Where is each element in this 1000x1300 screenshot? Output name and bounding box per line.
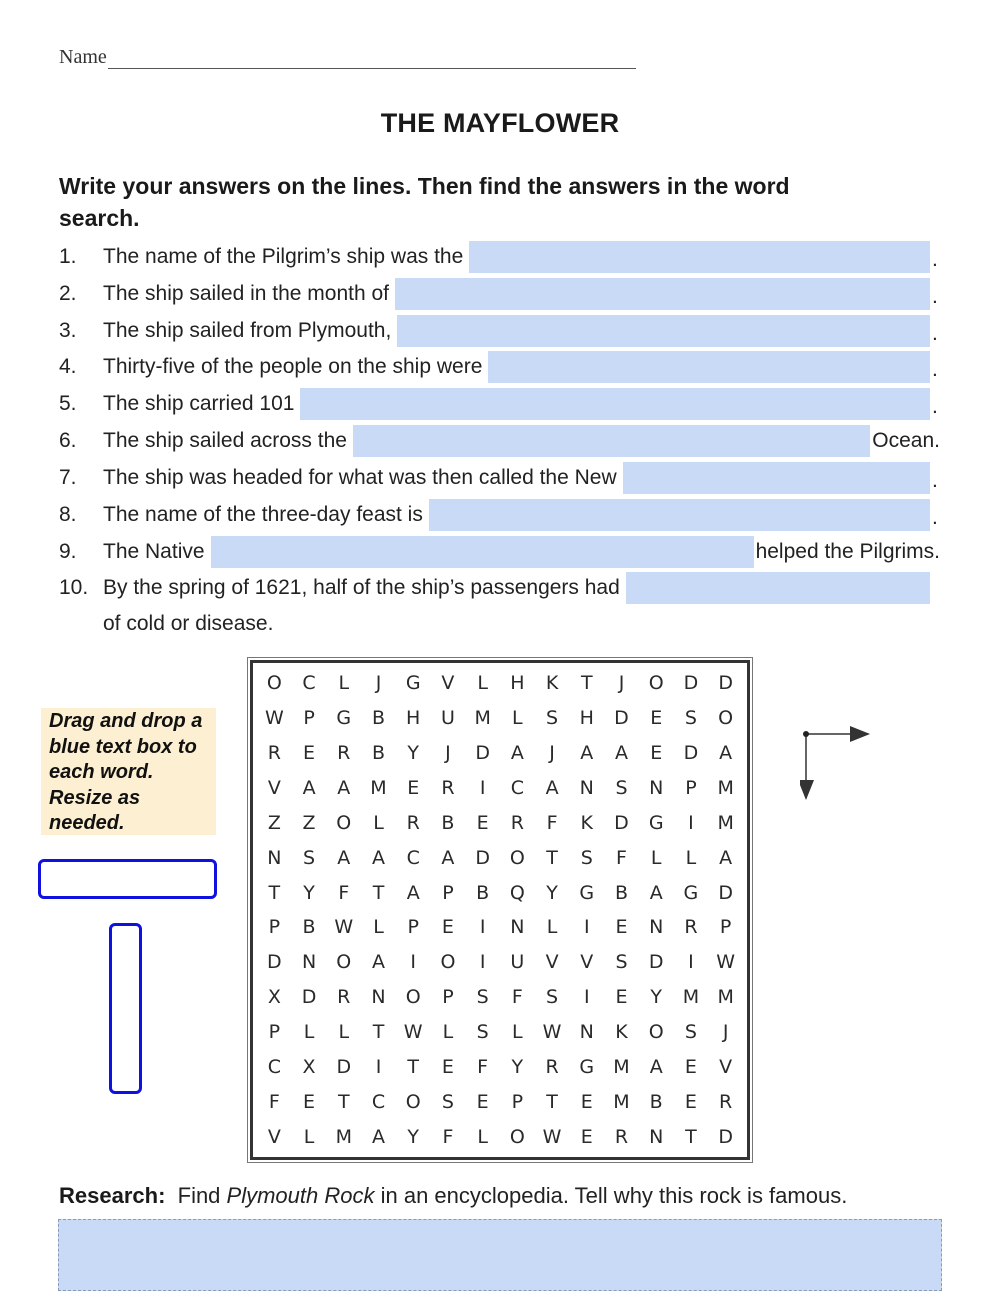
grid-letter: A	[441, 846, 455, 869]
grid-letter: L	[373, 811, 384, 834]
grid-letter: O	[336, 951, 352, 974]
grid-letter: W	[403, 1020, 423, 1043]
grid-letter: M	[717, 776, 734, 799]
grid-letter: U	[510, 951, 525, 974]
question-row	[59, 350, 940, 384]
grid-letter: J	[722, 1020, 729, 1043]
grid-letter: S	[615, 776, 628, 799]
grid-letter: A	[719, 742, 733, 765]
answer-input-2[interactable]	[395, 278, 930, 310]
grid-letter: C	[267, 1055, 281, 1078]
grid-letter: F	[477, 1055, 489, 1078]
question-number: 2.	[59, 282, 77, 305]
question-text: The ship sailed in the month of	[103, 282, 390, 305]
grid-letter: A	[302, 776, 316, 799]
grid-letter: Y	[407, 742, 419, 765]
grid-letter: A	[580, 742, 594, 765]
instructions: Write your answers on the lines. Then find the answers in the word search.	[59, 173, 790, 231]
question-number: 6.	[59, 429, 77, 452]
grid-letter: L	[303, 1020, 315, 1043]
grid-letter: I	[583, 916, 590, 939]
grid-letter: Q	[509, 881, 525, 904]
grid-letter: O	[648, 672, 664, 695]
grid-letter: W	[264, 707, 284, 730]
word-search-frame	[247, 657, 753, 1163]
grid-letter: O	[648, 1020, 664, 1043]
grid-letter: G	[336, 707, 352, 730]
answer-input-7[interactable]	[623, 462, 930, 494]
grid-letter: R	[614, 1125, 629, 1148]
grid-letter: H	[510, 672, 525, 695]
grid-letter: G	[648, 811, 664, 834]
name-line	[108, 48, 636, 69]
grid-letter: P	[407, 916, 419, 939]
question-row	[59, 461, 940, 495]
grid-letter: P	[442, 986, 454, 1009]
question-row	[59, 424, 940, 458]
research-prompt	[59, 1183, 847, 1209]
question-number: 4.	[59, 355, 77, 378]
grid-letter: M	[682, 986, 700, 1009]
question-suffix: .	[932, 506, 938, 529]
question-text: The ship carried 101	[103, 392, 295, 415]
grid-letter: E	[476, 811, 489, 834]
grid-letter: I	[688, 811, 694, 834]
grid-letter: R	[545, 1055, 559, 1078]
research-answer-input[interactable]	[58, 1219, 942, 1291]
grid-letter: V	[267, 776, 281, 799]
grid-letter: R	[267, 742, 281, 765]
name-field-row	[59, 46, 636, 69]
grid-letter: E	[650, 707, 663, 730]
grid-letter: S	[441, 1090, 454, 1113]
grid-letter: D	[301, 986, 317, 1009]
grid-letter: L	[338, 1020, 350, 1043]
answer-input-10[interactable]	[626, 572, 930, 604]
question-text: The ship sailed across the	[103, 429, 347, 452]
answer-input-6[interactable]	[353, 425, 870, 457]
question-text: The name of the three-day feast is	[103, 503, 423, 526]
grid-letter: V	[545, 951, 559, 974]
grid-letter: I	[479, 916, 486, 939]
grid-letter: O	[336, 811, 352, 834]
grid-letter: D	[614, 707, 629, 730]
grid-letter: Y	[303, 881, 315, 904]
research-text-after: in an encyclopedia. Tell why this rock is famous.	[374, 1183, 848, 1208]
grid-letter: D	[267, 951, 282, 974]
grid-letter: S	[476, 986, 489, 1009]
question-text: The ship sailed from Plymouth,	[103, 319, 392, 342]
grid-letter: R	[337, 742, 351, 765]
grid-letter: R	[719, 1090, 733, 1113]
grid-letter: R	[441, 776, 455, 799]
grid-letter: F	[511, 986, 523, 1009]
grid-letter: J	[445, 742, 451, 765]
grid-letter: F	[268, 1090, 280, 1113]
grid-letter: R	[337, 986, 351, 1009]
grid-letter: A	[649, 1055, 663, 1078]
grid-letter: H	[579, 707, 594, 730]
grid-letter: D	[718, 672, 733, 695]
grid-letter: B	[476, 881, 490, 904]
grid-letter: F	[546, 811, 558, 834]
answer-input-3[interactable]	[397, 315, 930, 347]
grid-letter: S	[684, 1020, 697, 1043]
grid-letter: N	[371, 986, 386, 1009]
grid-letter: E	[303, 1090, 316, 1113]
grid-letter: E	[476, 1090, 489, 1113]
grid-letter: V	[267, 1125, 281, 1148]
grid-letter: P	[268, 1020, 281, 1043]
grid-letter: R	[684, 916, 698, 939]
question-text: Thirty-five of the people on the ship were	[103, 355, 483, 378]
grid-letter: I	[375, 1055, 382, 1078]
grid-letter: Y	[407, 1125, 419, 1148]
grid-letter: X	[302, 1055, 316, 1078]
grid-letter: G	[579, 881, 595, 904]
grid-letter: S	[684, 707, 697, 730]
grid-letter: E	[684, 1090, 697, 1113]
grid-letter: T	[372, 1020, 385, 1043]
grid-letter: P	[685, 776, 697, 799]
question-number: 5.	[59, 392, 77, 415]
grid-letter: C	[406, 846, 420, 869]
grid-letter: D	[718, 1125, 733, 1148]
grid-letter: N	[649, 916, 664, 939]
grid-letter: P	[303, 707, 315, 730]
grid-letter: V	[580, 951, 594, 974]
grid-letter: C	[371, 1090, 386, 1113]
grid-letter: T	[268, 881, 281, 904]
grid-letter: B	[371, 742, 386, 765]
grid-letter: L	[477, 1125, 488, 1148]
grid-letter: M	[474, 707, 491, 730]
grid-letter: I	[688, 951, 694, 974]
grid-letter: T	[580, 672, 593, 695]
question-number: 1.	[59, 245, 77, 268]
question-row	[59, 277, 940, 311]
grid-letter: E	[615, 986, 628, 1009]
grid-letter: O	[509, 1125, 525, 1148]
grid-letter: S	[476, 1020, 489, 1043]
grid-letter: K	[580, 811, 594, 834]
grid-letter: P	[719, 916, 732, 939]
grid-letter: A	[371, 951, 385, 974]
grid-letter: C	[302, 672, 316, 695]
grid-letter: L	[442, 1020, 454, 1043]
grid-letter: B	[441, 811, 455, 834]
grid-letter: O	[405, 986, 421, 1009]
question-suffix: .	[932, 285, 938, 308]
grid-letter: I	[479, 951, 486, 974]
grid-letter: A	[371, 1125, 385, 1148]
grid-letter: A	[649, 881, 663, 904]
question-continuation: of cold or disease.	[103, 612, 274, 635]
grid-letter: B	[302, 916, 316, 939]
grid-letter: F	[616, 846, 627, 869]
grid-letter: N	[649, 1125, 664, 1148]
grid-letter: U	[440, 707, 455, 730]
answer-input-1[interactable]	[469, 241, 930, 273]
grid-letter: J	[549, 742, 555, 765]
grid-letter: T	[372, 881, 385, 904]
question-row	[59, 387, 940, 421]
grid-letter: L	[338, 672, 350, 695]
grid-letter: O	[266, 672, 282, 695]
grid-letter: V	[719, 1055, 733, 1078]
grid-letter: Z	[267, 811, 281, 834]
grid-letter: H	[406, 707, 421, 730]
grid-letter: N	[510, 916, 525, 939]
grid-letter: B	[371, 707, 386, 730]
question-text: The ship was headed for what was then called the New	[103, 466, 617, 489]
grid-letter: W	[542, 1020, 562, 1043]
grid-letter: N	[301, 951, 317, 974]
grid-letter: M	[613, 1090, 630, 1113]
grid-letter: V	[441, 672, 455, 695]
grid-letter: M	[717, 811, 734, 834]
grid-letter: B	[649, 1090, 663, 1113]
grid-letter: S	[303, 846, 316, 869]
grid-letter: D	[683, 672, 699, 695]
grid-letter: Y	[650, 986, 662, 1009]
grid-letter: L	[650, 846, 662, 869]
grid-letter: I	[583, 986, 590, 1009]
grid-letter: D	[718, 881, 733, 904]
grid-letter: D	[475, 846, 490, 869]
grid-letter: A	[719, 846, 733, 869]
answer-input-4[interactable]	[488, 351, 930, 383]
grid-letter: T	[337, 1090, 350, 1113]
grid-letter: T	[546, 846, 558, 869]
grid-letter: E	[407, 776, 420, 799]
grid-letter: T	[685, 1125, 697, 1148]
grid-letter: N	[579, 1020, 594, 1043]
grid-letter: E	[684, 1055, 697, 1078]
question-suffix: .	[932, 395, 938, 418]
grid-letter: I	[479, 776, 486, 799]
question-number: 3.	[59, 319, 77, 342]
right-and-down-arrows-icon	[800, 725, 880, 805]
question-row	[59, 571, 940, 605]
grid-letter: A	[337, 776, 351, 799]
question-suffix: .	[932, 358, 938, 381]
grid-letter: A	[406, 881, 420, 904]
question-suffix: .	[932, 322, 938, 345]
grid-letter: M	[370, 776, 387, 799]
question-number: 9.	[59, 540, 77, 563]
question-suffix: .	[932, 248, 938, 271]
question-row	[59, 240, 940, 274]
grid-letter: D	[648, 951, 664, 974]
grid-letter: D	[336, 1055, 352, 1078]
grid-letter: G	[579, 1055, 595, 1078]
draggable-vertical-highlight-box[interactable]	[109, 923, 142, 1094]
research-italic-term: Plymouth Rock	[226, 1183, 375, 1208]
grid-letter: L	[546, 916, 558, 939]
word-search-grid	[250, 660, 750, 1160]
page-title: THE MAYFLOWER	[380, 108, 620, 138]
grid-letter: O	[440, 951, 456, 974]
grid-letter: N	[579, 776, 594, 799]
question-number: 7.	[59, 466, 77, 489]
answer-input-9[interactable]	[211, 536, 754, 568]
grid-letter: A	[545, 776, 559, 799]
grid-letter: W	[542, 1125, 562, 1148]
grid-letter: B	[614, 881, 629, 904]
question-row	[59, 314, 940, 348]
grid-letter: O	[718, 707, 734, 730]
grid-letter: A	[510, 742, 524, 765]
question-row	[59, 498, 940, 532]
grid-letter: N	[649, 776, 664, 799]
grid-letter: D	[683, 742, 699, 765]
grid-letter: I	[410, 951, 416, 974]
grid-letter: M	[613, 1055, 630, 1078]
grid-letter: D	[475, 742, 490, 765]
grid-letter: S	[546, 707, 559, 730]
question-suffix: Ocean.	[872, 429, 940, 452]
grid-letter: F	[338, 881, 350, 904]
research-text-before: Find	[177, 1183, 227, 1208]
grid-letter: E	[580, 1090, 593, 1113]
question-number: 10.	[59, 576, 89, 599]
question-row	[59, 535, 940, 569]
grid-letter: N	[267, 846, 282, 869]
grid-letter: Y	[546, 881, 558, 904]
grid-letter: G	[405, 672, 421, 695]
grid-letter: R	[406, 811, 420, 834]
grid-letter: E	[650, 742, 663, 765]
question-number: 8.	[59, 503, 77, 526]
grid-letter: L	[685, 846, 697, 869]
grid-letter: L	[512, 1020, 523, 1043]
grid-letter: Y	[511, 1055, 524, 1078]
grid-letter: O	[405, 1090, 421, 1113]
grid-letter: M	[717, 986, 734, 1009]
question-suffix: .	[932, 469, 938, 492]
question-text: By the spring of 1621, half of the ship’s passengers had	[103, 576, 620, 599]
grid-letter: E	[441, 1055, 454, 1078]
research-label: Research:	[59, 1183, 166, 1208]
grid-letter: T	[407, 1055, 419, 1078]
grid-letter: M	[335, 1125, 352, 1148]
grid-letter: G	[683, 881, 699, 904]
grid-letter: J	[375, 672, 382, 695]
question-suffix: helped the Pilgrims.	[755, 540, 940, 563]
grid-letter: J	[618, 672, 625, 695]
name-label: Name	[59, 46, 107, 68]
answer-input-8[interactable]	[429, 499, 930, 531]
grid-letter: C	[510, 776, 524, 799]
draggable-horizontal-highlight-box[interactable]	[38, 859, 217, 899]
question-text: The name of the Pilgrim’s ship was the	[103, 245, 464, 268]
grid-letter: W	[334, 916, 354, 939]
grid-letter: E	[441, 916, 454, 939]
grid-letter: P	[268, 916, 281, 939]
drag-hint-box: Drag and drop a blue text box to each word. Resize as needed.	[41, 708, 216, 835]
grid-letter: L	[512, 707, 523, 730]
grid-letter: S	[546, 986, 559, 1009]
grid-letter: L	[303, 1125, 315, 1148]
grid-letter: W	[716, 951, 736, 974]
grid-letter: O	[509, 846, 525, 869]
grid-letter: L	[373, 916, 384, 939]
grid-letter: X	[267, 986, 281, 1009]
grid-letter: E	[303, 742, 316, 765]
grid-letter: L	[477, 672, 488, 695]
grid-letter: E	[615, 916, 628, 939]
grid-letter: R	[510, 811, 524, 834]
grid-letter: A	[614, 742, 628, 765]
answer-input-5[interactable]	[300, 388, 930, 420]
grid-letter: S	[615, 951, 628, 974]
grid-letter: S	[580, 846, 593, 869]
grid-letter: Z	[302, 811, 316, 834]
grid-letter: P	[442, 881, 454, 904]
grid-letter: T	[546, 1090, 558, 1113]
grid-letter: K	[545, 672, 559, 695]
grid-letter: K	[615, 1020, 628, 1043]
grid-letter: F	[442, 1125, 454, 1148]
grid-letter: A	[337, 846, 351, 869]
question-text: The Native	[103, 540, 205, 563]
grid-letter: P	[511, 1090, 524, 1113]
grid-letter: D	[614, 811, 629, 834]
grid-letter: A	[371, 846, 385, 869]
grid-letter: E	[580, 1125, 593, 1148]
